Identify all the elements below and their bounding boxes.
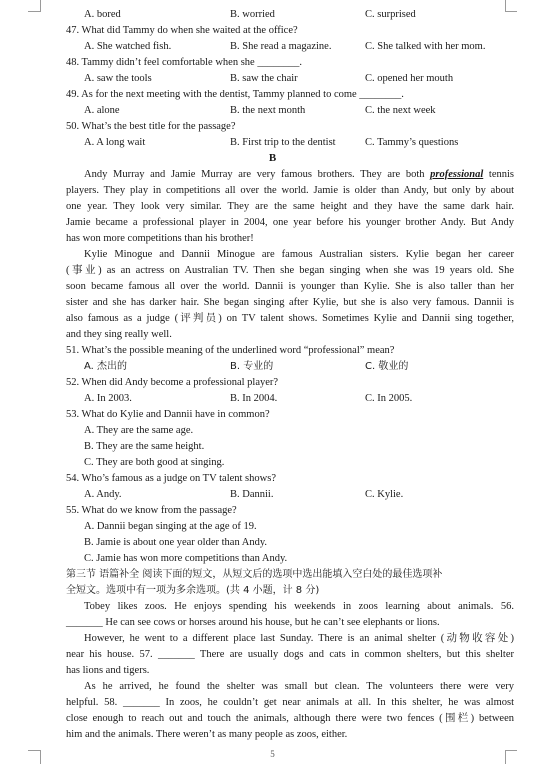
q52-option-c: C. In 2005. bbox=[365, 393, 413, 404]
q48-option-a: A. saw the tools bbox=[84, 73, 152, 84]
q48-option-c: C. opened her mouth bbox=[365, 73, 454, 84]
p4-line-3: has lions and tigers. bbox=[66, 665, 150, 676]
q49-stem: 49. As for the next meeting with the dentist, Tammy planned to come ________. bbox=[66, 89, 404, 100]
q55-option-c: C. Jamie has won more competitions than Andy. bbox=[84, 553, 288, 564]
p2-line-1: Kylie Minogue and Dannii Minogue are famous Australian sisters. Kylie began her career bbox=[84, 249, 514, 260]
q50-option-b: B. First trip to the dentist bbox=[230, 137, 336, 148]
section3-heading-line-2: 全短文。选项中有一项为多余选项。(共 4 小题，计 8 分) bbox=[66, 585, 320, 596]
p4-line-2: near his house. 57. _______ There are usually dogs and cats in common shelters, but this shelter bbox=[66, 649, 514, 660]
p1-line-1 bbox=[84, 169, 514, 181]
q51-stem: 51. What’s the possible meaning of the underlined word “professional” mean? bbox=[66, 345, 395, 356]
q51-option-b: B. 专业的 bbox=[230, 361, 274, 372]
p1-line-3: one year. They look very similar. They are the same height and they have the same dark hair. bbox=[66, 201, 514, 212]
p5-line-1: As he arrived, he found the shelter was small but clean. The volunteers there were very bbox=[84, 681, 514, 692]
p1-line-2: players. They play in competitions all over the world. Jamie is older than Andy, but only by about bbox=[66, 185, 514, 196]
q54-option-c: C. Kylie. bbox=[365, 489, 404, 500]
p2-line-5: also famous as a judge (评判员) on TV talent shows. Sometimes Kylie and Dannii sing together, bbox=[66, 313, 514, 324]
q48-option-b: B. saw the chair bbox=[230, 73, 298, 84]
p1-line-5: has won more competitions than his brother! bbox=[66, 233, 254, 244]
q51-option-c: C. 敬业的 bbox=[365, 361, 409, 372]
q47-option-a: A. She watched fish. bbox=[84, 41, 172, 52]
q53-option-b: B. They are the same height. bbox=[84, 441, 205, 452]
q50-stem: 50. What’s the best title for the passage? bbox=[66, 121, 236, 132]
q50-option-c: C. Tammy’s questions bbox=[365, 137, 459, 148]
q48-stem: 48. Tammy didn’t feel comfortable when she ________. bbox=[66, 57, 302, 68]
p5-line-4: him and the animals. There weren’t as many people as zoos, either. bbox=[66, 729, 348, 740]
q52-option-a: A. In 2003. bbox=[84, 393, 132, 404]
p5-line-3: close enough to reach out and touch the animals, although there were two fences (围栏) between bbox=[66, 713, 514, 724]
p1-line-1-text: Andy Murray and Jamie Murray are very famous brothers. They are both professional tennis bbox=[84, 169, 514, 180]
underlined-word-professional: professional bbox=[430, 169, 484, 180]
q50-option-a: A. A long wait bbox=[84, 137, 146, 148]
q53-option-a: A. They are the same age. bbox=[84, 425, 194, 436]
crop-mark-top-left bbox=[40, 0, 55, 12]
p3-line-2: _______ He can see cows or horses around his house, but he can’t see elephants or lions. bbox=[66, 617, 440, 628]
q46-option-c: C. surprised bbox=[365, 9, 416, 20]
p2-line-3: soon became famous all over the world. Dannii is younger than Kylie. She is also taller than her bbox=[66, 281, 514, 292]
q52-option-b: B. In 2004. bbox=[230, 393, 278, 404]
page-number: 5 bbox=[270, 749, 275, 759]
crop-mark-top-left-h bbox=[28, 11, 40, 12]
crop-mark-top-right-h bbox=[505, 11, 517, 12]
q53-stem: 53. What do Kylie and Dannii have in common? bbox=[66, 409, 270, 420]
q47-stem: 47. What did Tammy do when she waited at the office? bbox=[66, 25, 298, 36]
p5-line-2: helpful. 58. _______ In zoos, he couldn’t get near animals at all. In this shelter, he was almost bbox=[66, 697, 514, 708]
p1-line-4: Jamie became a professional player in 2004, one year before his younger brother Andy. But Andy bbox=[66, 217, 514, 228]
q49-option-c: C. the next week bbox=[365, 105, 436, 116]
section-b-heading: B bbox=[268, 152, 277, 164]
q54-option-a: A. Andy. bbox=[84, 489, 122, 500]
q54-option-b: B. Dannii. bbox=[230, 489, 274, 500]
q55-stem: 55. What do we know from the passage? bbox=[66, 505, 237, 516]
q55-option-a: A. Dannii began singing at the age of 19. bbox=[84, 521, 257, 532]
q55-option-b: B. Jamie is about one year older than Andy. bbox=[84, 537, 268, 548]
p2-line-2: (事业) as an actress on Australian TV. Then she began singing when she was 19 years old. She bbox=[66, 265, 514, 276]
p3-line-1: Tobey likes zoos. He enjoys spending his weekends in zoos learning about animals. 56. bbox=[84, 601, 514, 612]
p2-line-4: sister and she has darker hair. She began singing after Kylie, but she is also very famous. Dannii is bbox=[66, 297, 514, 308]
q49-option-b: B. the next month bbox=[230, 105, 306, 116]
q52-stem: 52. When did Andy become a professional player? bbox=[66, 377, 279, 388]
q47-option-c: C. She talked with her mom. bbox=[365, 41, 486, 52]
p2-line-6: and they sing really well. bbox=[66, 329, 172, 340]
q46-option-a: A. bored bbox=[84, 9, 121, 20]
p4-line-1: However, he went to a different place last Sunday. There is an animal shelter (动物收容处) bbox=[84, 633, 514, 644]
q51-option-a: A. 杰出的 bbox=[84, 361, 128, 372]
q53-option-c: C. They are both good at singing. bbox=[84, 457, 225, 468]
q54-stem: 54. Who’s famous as a judge on TV talent shows? bbox=[66, 473, 276, 484]
q47-option-b: B. She read a magazine. bbox=[230, 41, 332, 52]
q49-option-a: A. alone bbox=[84, 105, 120, 116]
q46-option-b: B. worried bbox=[230, 9, 275, 20]
section3-heading-line-1: 第三节 语篇补全 阅读下面的短文，从短文后的选项中选出能填入空白处的最佳选项补 bbox=[66, 569, 443, 580]
